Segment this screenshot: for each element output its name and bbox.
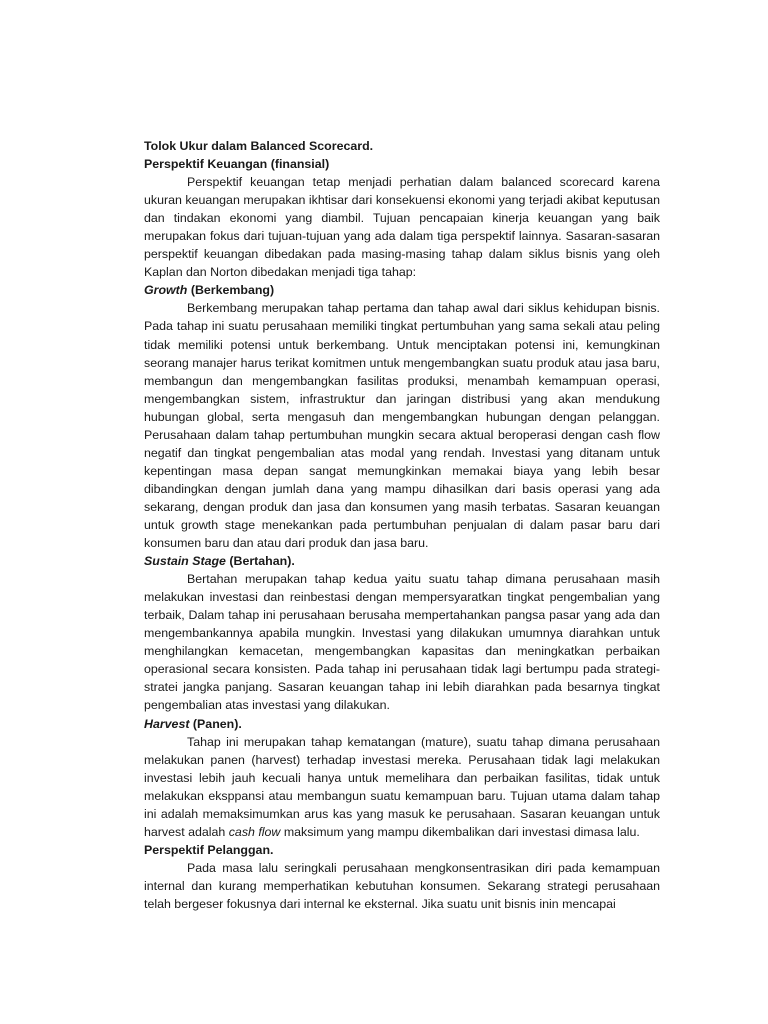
paragraph-perspektif-keuangan: Perspektif keuangan tetap menjadi perhatian dalam balanced scorecard karena ukuran keuangan merupakan ikhtisar dari konsekuensi ekonomi yang terjadi akibat keputusan dan tindakan ekonomi yang diambil. Tujuan pencapaian kinerja keuangan yang baik merupakan fokus dari tujuan-tujuan yang ada dalam tiga perspektif lainnya. Sasaran-sasaran perspektif keuangan dibedakan pada masing-masing tahap dalam siklus bisnis yang oleh Kaplan dan Norton dibedakan menjadi tiga tahap: — [144, 175, 660, 280]
document-page — [144, 137, 660, 913]
subheading-harvest — [144, 715, 660, 733]
harvest-term: Harvest — [144, 716, 190, 731]
harvest-text-a: Tahap ini merupakan tahap kematangan (mature), suatu tahap dimana perusahaan melakukan panen (harvest) terhadap investasi mereka. Perusahaan tidak lagi melakukan investasi lebih jauh kecuali hanya untuk memelihara dan perbaikan fasilitas, tidak untuk melakukan eksppansi atau membangun suatu kemampuan baru. Tujuan utama dalam tahap ini adalah memaksimumkan arus kas yang masuk ke perusahaan. Sasaran keuangan untuk harvest adalah — [144, 734, 660, 839]
sustain-label: (Bertahan). — [225, 554, 295, 569]
subheading-sustain-stage — [144, 552, 660, 570]
document-title: Tolok Ukur dalam Balanced Scorecard. — [144, 139, 374, 153]
paragraph-harvest — [144, 733, 660, 841]
paragraph-growth: Berkembang merupakan tahap pertama dan tahap awal dari siklus kehidupan bisnis. Pada tahap ini suatu perusahaan memiliki tingkat pertumbuhan yang sama sekali atau peling tidak memiliki potensi untuk berkembang. Untuk menciptakan potensi ini, kemungkinan seorang manajer harus terikat komitmen untuk mengembangkan suatu produk atau jasa baru, membangun dan mengembangkan fasilitas produksi, menambah kemampuan operasi, mengembangkan sistem, infrastruktur dan jaringan distribusi yang akan mendukung hubungan global, serta mengasuh dan mengembangkan hubungan dengan pelanggan. Perusahaan dalam tahap pertumbuhan mungkin secara aktual beroperasi dengan cash flow negatif dan tingkat pengembalian atas modal yang rendah. Investasi yang ditanam untuk kepentingan masa depan sangat memungkinkan memakai biaya yang lebih besar dibandingkan dengan jumlah dana yang mampu dihasilkan dari basis operasi yang ada sekarang, dengan produk dan jasa dan konsumen yang masih terbatas. Sasaran keuangan untuk growth stage menekankan pada pertumbuhan penjualan di dalam pasar baru dari konsumen baru dan atau dari produk dan jasa baru. — [144, 301, 660, 551]
sustain-term: Sustain Stage — [144, 554, 226, 569]
harvest-label: (Panen). — [189, 716, 242, 731]
harvest-text-cash-flow: cash flow — [228, 824, 281, 839]
harvest-text-b: maksimum yang mampu dikembalikan dari investasi dimasa lalu. — [280, 824, 640, 839]
section-heading-perspektif-pelanggan: Perspektif Pelanggan. — [144, 842, 274, 857]
subheading-growth — [144, 281, 660, 299]
paragraph-perspektif-pelanggan: Pada masa lalu seringkali perusahaan mengkonsentrasikan diri pada kemampuan internal dan kurang memperhatikan kebutuhan konsumen. Sekarang strategi perusahaan telah bergeser fokusnya dari internal ke eksternal. Jika suatu unit bisnis inin mencapai — [144, 860, 660, 911]
section-heading-perspektif-keuangan: Perspektif Keuangan (finansial) — [144, 157, 330, 172]
growth-label: (Berkembang) — [187, 283, 275, 298]
growth-term: Growth — [144, 283, 188, 298]
paragraph-sustain-stage: Bertahan merupakan tahap kedua yaitu suatu tahap dimana perusahaan masih melakukan investasi dan reinbestasi dengan mempersyaratkan tingkat pengembalian yang terbaik, Dalam tahap ini perusahaan berusaha mempertahankan pangsa pasar yang ada dan mengembankannya apabila mungkin. Investasi yang dilakukan umumnya diarahkan untuk menghilangkan kemacetan, mengembangkan kapasitas dan meningkatkan perbaikan operasional secara konsisten. Pada tahap ini perusahaan tidak lagi bertumpu pada strategi-stratei jangka panjang. Sasaran keuangan tahap ini lebih diarahkan pada besarnya tingkat pengembalian atas investasi yang dilakukan. — [144, 572, 660, 713]
